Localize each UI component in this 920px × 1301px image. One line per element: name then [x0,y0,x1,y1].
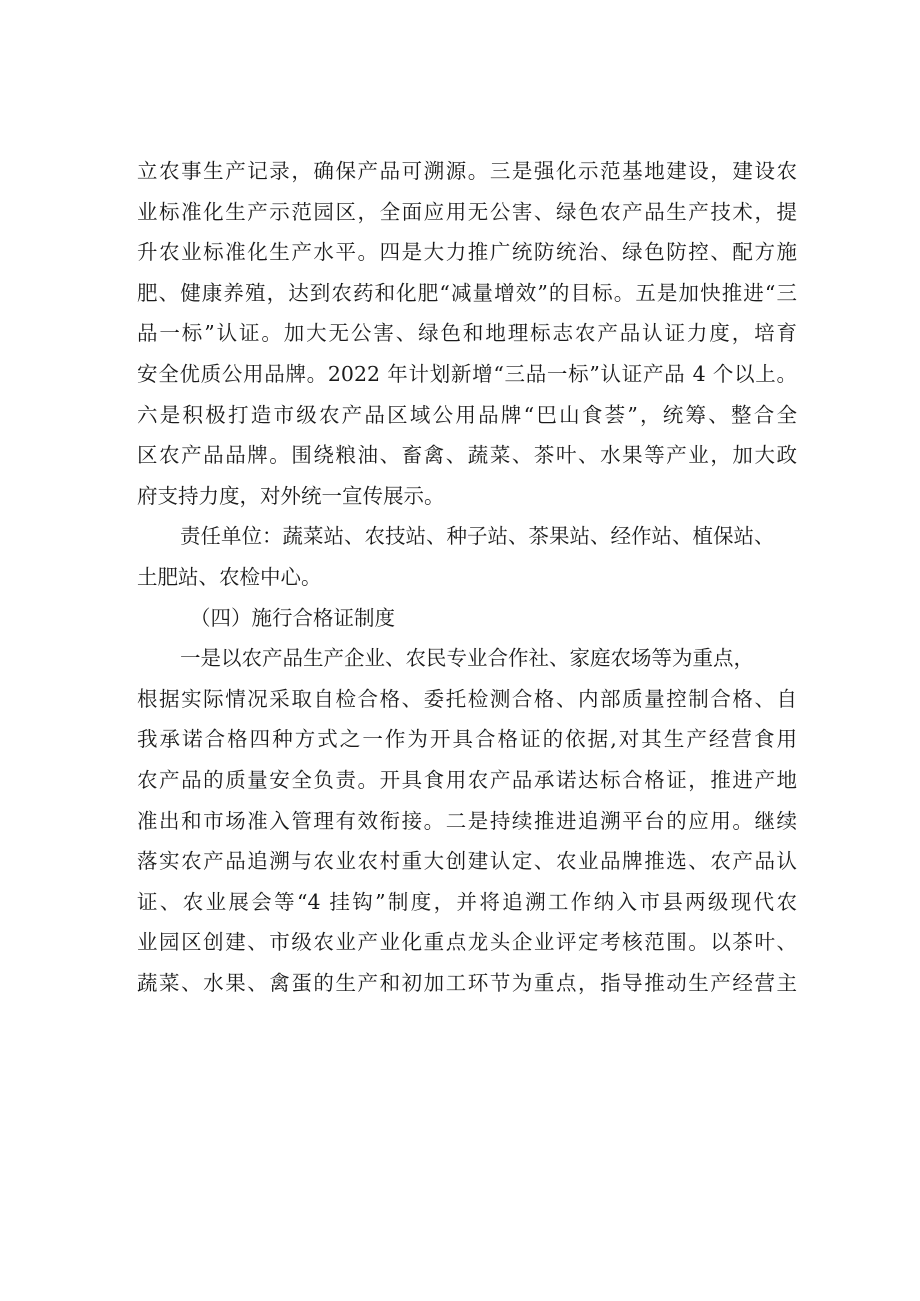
body-line: 准出和市场准入管理有效衔接。二是持续推进追溯平台的应用。继续 [137,808,797,833]
body-line: 落实农产品追溯与农业农村重大创建认定、农业品牌推选、农产品认 [137,849,797,874]
body-line: 农产品的质量安全负责。开具食用农产品承诺达标合格证，推进产地 [137,767,797,792]
body-line: 升农业标准化生产水平。四是大力推广统防统治、绿色防控、配方施 [137,240,797,265]
body-line: 六是积极打造市级农产品区域公用品牌“巴山食荟”，统筹、整合全 [137,402,797,427]
responsible-units-line: 责任单位：蔬菜站、农技站、种子站、茶果站、经作站、植保站、 [180,524,775,549]
body-line: 我承诺合格四种方式之一作为开具合格证的依据,对其生产经营食用 [137,727,797,752]
body-line: 肥、健康养殖，达到农药和化肥“减量增效”的目标。五是加快推进“三 [137,280,797,305]
body-line: 府支持力度，对外统一宣传展示。 [137,483,445,508]
body-line: 安全优质公用品牌。2022 年计划新增“三品一标”认证产品 4 个以上。 [137,361,797,386]
body-line: 品一标”认证。加大无公害、绿色和地理标志农产品认证力度，培育 [137,321,797,346]
body-line: 一是以农产品生产企业、农民专业合作社、家庭农场等为重点， [180,646,754,671]
body-line: 业标准化生产示范园区，全面应用无公害、绿色农产品生产技术，提 [137,199,797,224]
body-line: 区农产品品牌。围绕粮油、畜禽、蔬菜、茶叶、水果等产业，加大政 [137,443,797,468]
body-line: 立农事生产记录，确保产品可溯源。三是强化示范基地建设，建设农 [137,159,797,183]
document-body [137,151,797,1003]
section-heading: （四）施行合格证制度 [190,605,395,630]
body-line: 根据实际情况采取自检合格、委托检测合格、内部质量控制合格、自 [137,686,797,711]
body-line: 业园区创建、市级农业产业化重点龙头企业评定考核范围。以茶叶、 [137,930,797,955]
body-line: 蔬菜、水果、禽蛋的生产和初加工环节为重点，指导推动生产经营主 [137,970,797,995]
body-line: 证、农业展会等“4 挂钩”制度，并将追溯工作纳入市县两级现代农 [137,889,797,914]
responsible-units-line: 土肥站、农检中心。 [137,564,322,589]
